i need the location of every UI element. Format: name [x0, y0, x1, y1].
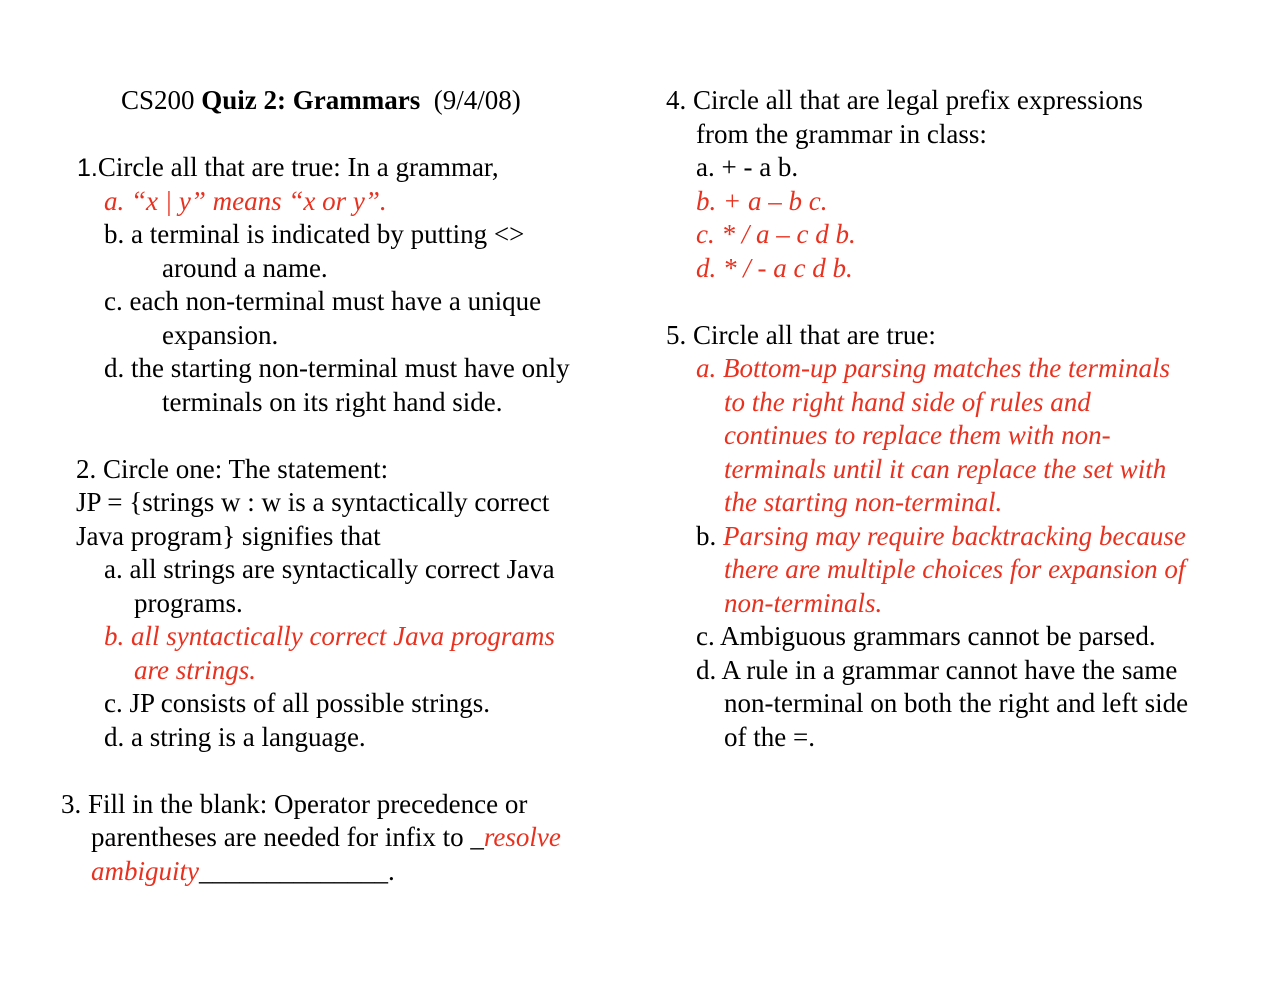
q5-option-b-label: b.: [696, 521, 723, 551]
q2-statement-line1: JP = {strings w : w is a syntactically correct: [76, 487, 550, 517]
q4-prompt-line1: 4. Circle all that are legal prefix expressions: [666, 85, 1143, 115]
q4-prompt-line2: from the grammar in class:: [696, 119, 987, 149]
q1-option-d-line2: terminals on its right hand side.: [162, 387, 503, 417]
q3-answer-part1: resolve: [483, 822, 561, 852]
q2-option-a-line2: programs.: [134, 588, 243, 618]
q5-option-a-line4: terminals until it can replace the set with: [724, 454, 1167, 484]
q2-option-b-line1: b. all syntactically correct Java programs: [104, 621, 555, 651]
q5-option-b-line3: non-terminals.: [724, 588, 883, 618]
q2-statement-line2: Java program} signifies that: [76, 521, 381, 551]
quiz-name: Quiz 2: Grammars: [201, 85, 421, 115]
q1-option-d-line1: d. the starting non-terminal must have only: [104, 353, 570, 383]
q5-option-b-text: Parsing may require backtracking because: [723, 521, 1186, 551]
q3-line1: 3. Fill in the blank: Operator precedence or: [61, 789, 528, 819]
q1-option-c-line1: c. each non-terminal must have a unique: [104, 286, 542, 316]
q1-number: 1.: [77, 154, 98, 182]
q5-option-a-line3: continues to replace them with non-: [724, 420, 1111, 450]
q5-option-a-line5: the starting non-terminal.: [724, 487, 1003, 517]
q5-option-a-line1: a. Bottom-up parsing matches the terminals: [696, 353, 1170, 383]
q5-option-d-line2: non-terminal on both the right and left side: [724, 688, 1189, 718]
q5-option-d-line3: of the =.: [724, 722, 815, 752]
q2-option-b-line2: are strings.: [134, 655, 257, 685]
q1-option-a: a. “x | y” means “x or y”.: [104, 186, 387, 216]
q4-option-a: a. + - a b.: [696, 152, 799, 182]
q2-option-d: d. a string is a language.: [104, 722, 366, 752]
q3-answer-part2: ambiguity: [91, 856, 199, 886]
quiz-date: (9/4/08): [433, 85, 521, 115]
q3-blank: ______________.: [199, 856, 395, 886]
quiz-title: [121, 84, 521, 118]
q1-prompt-text: Circle all that are true: In a grammar,: [97, 152, 499, 182]
q2-option-c: c. JP consists of all possible strings.: [104, 688, 491, 718]
q3-line2-text: parentheses are needed for infix to _: [91, 822, 484, 852]
q5-prompt: 5. Circle all that are true:: [666, 320, 936, 350]
q2-prompt: 2. Circle one: The statement:: [76, 454, 389, 484]
q5-option-c: c. Ambiguous grammars cannot be parsed.: [696, 621, 1156, 651]
course-code: CS200: [121, 85, 195, 115]
q5-option-b-line2: there are multiple choices for expansion of: [724, 554, 1186, 584]
q3-line2: [91, 821, 561, 855]
q1-option-b-line1: b. a terminal is indicated by putting <>: [104, 219, 525, 249]
q4-option-d: d. * / - a c d b.: [696, 253, 853, 283]
q1-option-b-line2: around a name.: [162, 253, 328, 283]
q1-option-c-line2: expansion.: [162, 320, 279, 350]
q1-prompt: [77, 151, 499, 186]
q4-option-c: c. * / a – c d b.: [696, 219, 856, 249]
q3-line3: [91, 855, 395, 889]
q5-option-d-line1: d. A rule in a grammar cannot have the same: [696, 655, 1178, 685]
q2-option-a-line1: a. all strings are syntactically correct Java: [104, 554, 555, 584]
q5-option-a-line2: to the right hand side of rules and: [724, 387, 1091, 417]
q5-option-b-line1: [696, 520, 1186, 554]
q4-option-b: b. + a – b c.: [696, 186, 828, 216]
